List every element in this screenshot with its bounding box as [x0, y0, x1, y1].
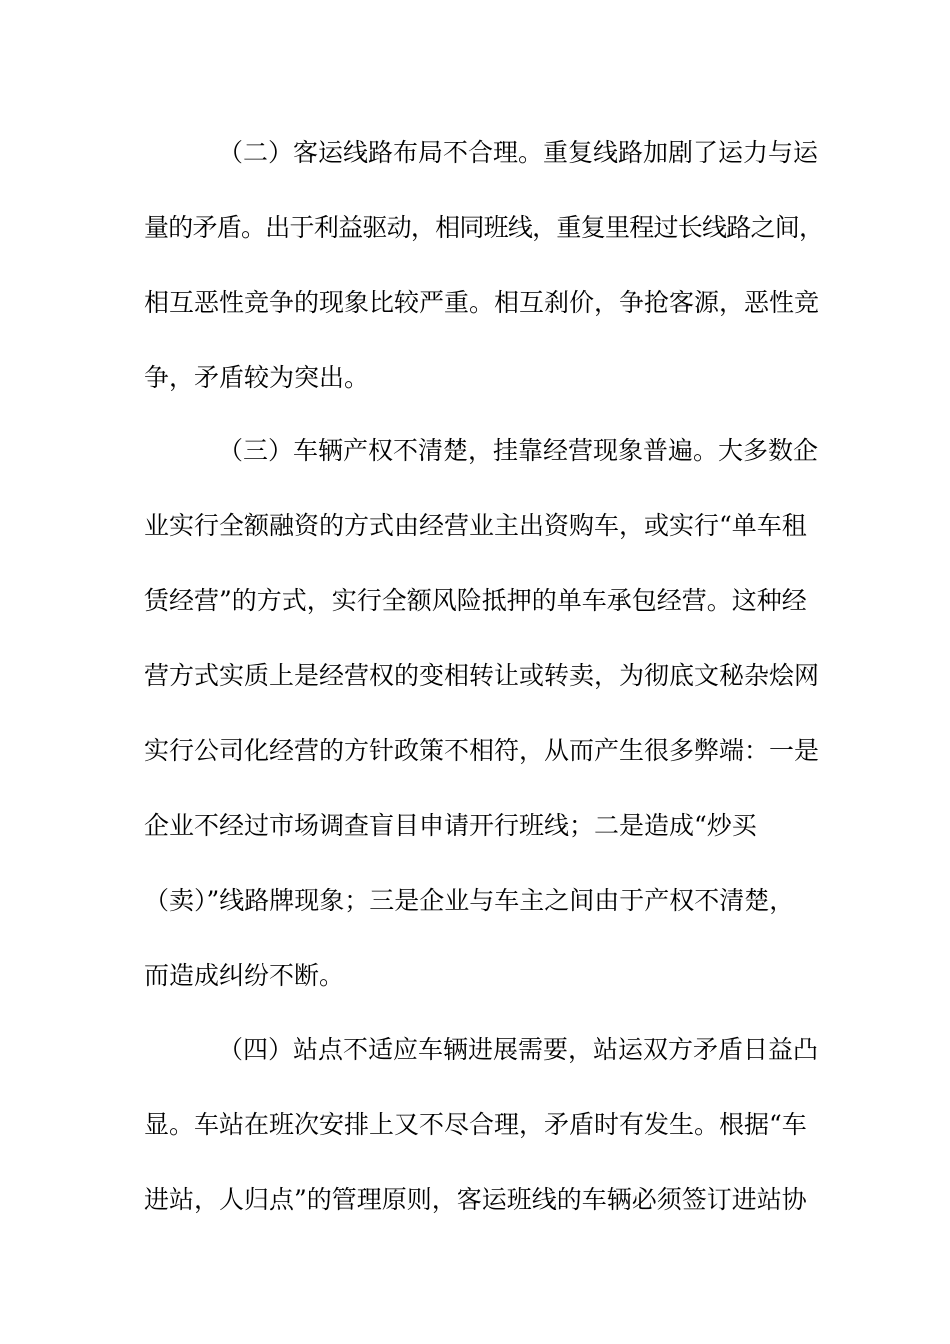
- paragraph-line: 赁经营”的方式，实行全额风险抵押的单车承包经营。这种经: [144, 586, 807, 615]
- paragraph-line: 营方式实质上是经营权的变相转让或转卖，为彻底文秘杂烩网: [144, 661, 820, 690]
- paragraph-line: 显。车站在班次安排上又不尽合理，矛盾时有发生。根据“车: [144, 1110, 807, 1139]
- paragraph-line: 相互恶性竞争的现象比较严重。相互刹价，争抢客源，恶性竞: [144, 288, 820, 317]
- paragraph-line: 而造成纠纷不断。: [144, 961, 345, 990]
- paragraph-line: 进站，人归点”的管理原则，客运班线的车辆必须签订进站协: [144, 1185, 807, 1214]
- paragraph-line: 量的矛盾。出于利益驱动，相同班线，重复里程过长线路之间，: [144, 213, 824, 242]
- paragraph-line: 实行公司化经营的方针政策不相符，从而产生很多弊端：一是: [144, 736, 820, 765]
- paragraph-line: 企业不经过市场调查盲目申请开行班线；二是造成“炒买: [144, 811, 757, 840]
- paragraph-line: （二）客运线路布局不合理。重复线路加剧了运力与运: [218, 138, 819, 167]
- paragraph-line: 争，矛盾较为突出。: [144, 363, 370, 392]
- paragraph-line: （三）车辆产权不清楚，挂靠经营现象普遍。大多数企: [218, 436, 819, 465]
- paragraph-line: 业实行全额融资的方式由经营业主出资购车，或实行“单车租: [144, 511, 807, 540]
- paragraph-line: （四）站点不适应车辆进展需要，站运双方矛盾日益凸: [218, 1035, 819, 1064]
- paragraph-line: （卖）”线路牌现象；三是企业与车主之间由于产权不清楚，: [144, 886, 795, 915]
